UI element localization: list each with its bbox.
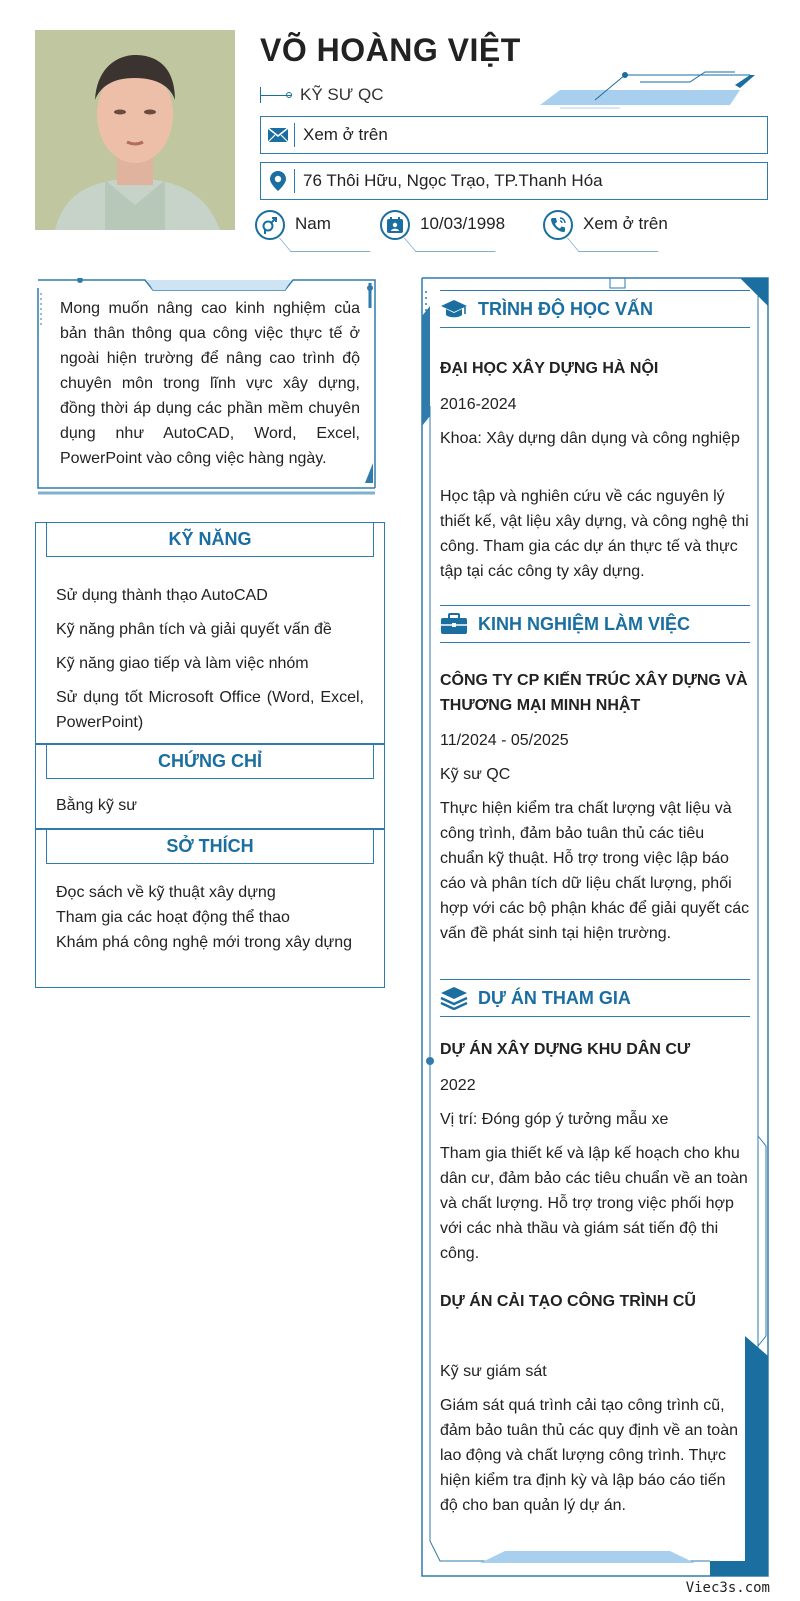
education-faculty: Khoa: Xây dựng dân dụng và công nghiệp [440,430,740,447]
experience-description: Thực hiện kiểm tra chất lượng vật liệu và công trình, đảm bảo tuân thủ các tiêu chuẩn kỹ thuật. Hỗ trợ trong việc lập báo cáo và phân tích dữ liệu chất lượng, phối hợp với các bộ phận khác để giải quyết các vấn đề phát sinh tại hiện trường. [440,800,750,942]
birthday-value: 10/03/1998 [420,214,506,233]
circuit-decoration [540,70,770,115]
hobby-item: Tham gia các hoạt động thể thao [56,909,290,926]
certificates-heading: CHỨNG CHỈ [46,745,374,779]
experience-position: Kỹ sư QC [440,766,511,783]
birthday-field [380,210,520,256]
location-pin-icon [261,169,295,193]
education-heading-row [440,290,750,328]
job-title: KỸ SƯ QC [300,85,384,104]
education-heading: TRÌNH ĐỘ HỌC VẤN [478,298,653,319]
email-row [260,116,768,154]
candidate-name: VÕ HOÀNG VIỆT [260,32,521,68]
education-period: 2016-2024 [440,396,517,413]
experience-heading: KINH NGHIỆM LÀM VIỆC [478,613,691,634]
projects-heading-row [440,979,750,1017]
hobbies-heading: SỞ THÍCH [46,830,374,864]
skill-item: Sử dụng tốt Microsoft Office (Word, Excel, PowerPoint) [56,689,364,731]
objective-text: Mong muốn nâng cao kinh nghiệm của bản thân thông qua công việc thực tế ở ngoài hiện trường để nâng cao trình độ chuyên môn trong lĩnh vực xây dựng, đồng thời áp dụng các phần mềm chuyên dụng như AutoCAD, Word, Excel, PowerPoint vào công việc hàng ngày. [60,300,360,467]
layers-icon [440,986,468,1010]
project-name: DỰ ÁN XÂY DỰNG KHU DÂN CƯ [440,1041,691,1058]
project-description: Tham gia thiết kế và lập kế hoạch cho khu dân cư, đảm bảo các tiêu chuẩn về an toàn và chất lượng. Hỗ trợ trong việc phối hợp với các nhà thầu và giám sát tiến độ thi công. [440,1145,748,1262]
right-column [420,276,770,1578]
skills-heading: KỸ NĂNG [46,523,374,557]
skill-item: Sử dụng thành thạo AutoCAD [56,587,268,604]
project-year: 2022 [440,1077,476,1094]
title-decoration [260,87,292,103]
school-name: ĐẠI HỌC XÂY DỰNG HÀ NỘI [440,360,659,377]
job-title-row [260,84,383,106]
hobby-item: Đọc sách về kỹ thuật xây dựng [56,884,276,901]
project-description: Giám sát quá trình cải tạo công trình cũ, đảm bảo tuân thủ các quy định về an toàn lao động và chất lượng công trình. Thực hiện kiểm tra định kỳ và lập báo cáo tiến độ cho ban quản lý dự án. [440,1397,738,1514]
skill-item: Kỹ năng giao tiếp và làm việc nhóm [56,655,309,672]
skills-section [35,522,385,744]
briefcase-icon [440,612,468,636]
envelope-icon [261,123,295,147]
project-name: DỰ ÁN CẢI TẠO CÔNG TRÌNH CŨ [440,1293,696,1310]
profile-photo [35,30,235,230]
certificate-item: Bằng kỹ sư [56,797,137,814]
projects-heading: DỰ ÁN THAM GIA [478,987,631,1008]
footer-watermark: Viec3s.com [685,1580,770,1596]
gender-field [255,210,365,256]
phone-value: Xem ở trên [583,214,668,233]
project-role: Vị trí: Đóng góp ý tưởng mẫu xe [440,1111,669,1128]
phone-field [543,210,693,256]
company-name: CÔNG TY CP KIẾN TRÚC XÂY DỰNG VÀ THƯƠNG MẠI MINH NHẬT [440,672,748,714]
calendar-icon [380,210,410,240]
hobby-item: Khám phá công nghệ mới trong xây dựng [56,934,353,951]
gender-value: Nam [295,214,331,233]
project-role: Kỹ sư giám sát [440,1363,547,1380]
certificates-section [35,744,385,829]
graduation-cap-icon [440,297,468,321]
experience-period: 11/2024 - 05/2025 [440,732,569,749]
gender-icon [255,210,285,240]
address-row [260,162,768,200]
skill-item: Kỹ năng phân tích và giải quyết vấn đề [56,621,332,638]
education-description: Học tập và nghiên cứu về các nguyên lý thiết kế, vật liệu xây dựng, và công nghệ thi công. Tham gia các dự án thực tế và thực tập tại các công ty xây dựng. [440,488,749,580]
address-value: 76 Thôi Hữu, Ngọc Trạo, TP.Thanh Hóa [303,171,603,190]
email-value: Xem ở trên [303,125,388,144]
hobbies-section [35,829,385,988]
phone-icon [543,210,573,240]
experience-heading-row [440,605,750,643]
career-objective [35,278,385,503]
